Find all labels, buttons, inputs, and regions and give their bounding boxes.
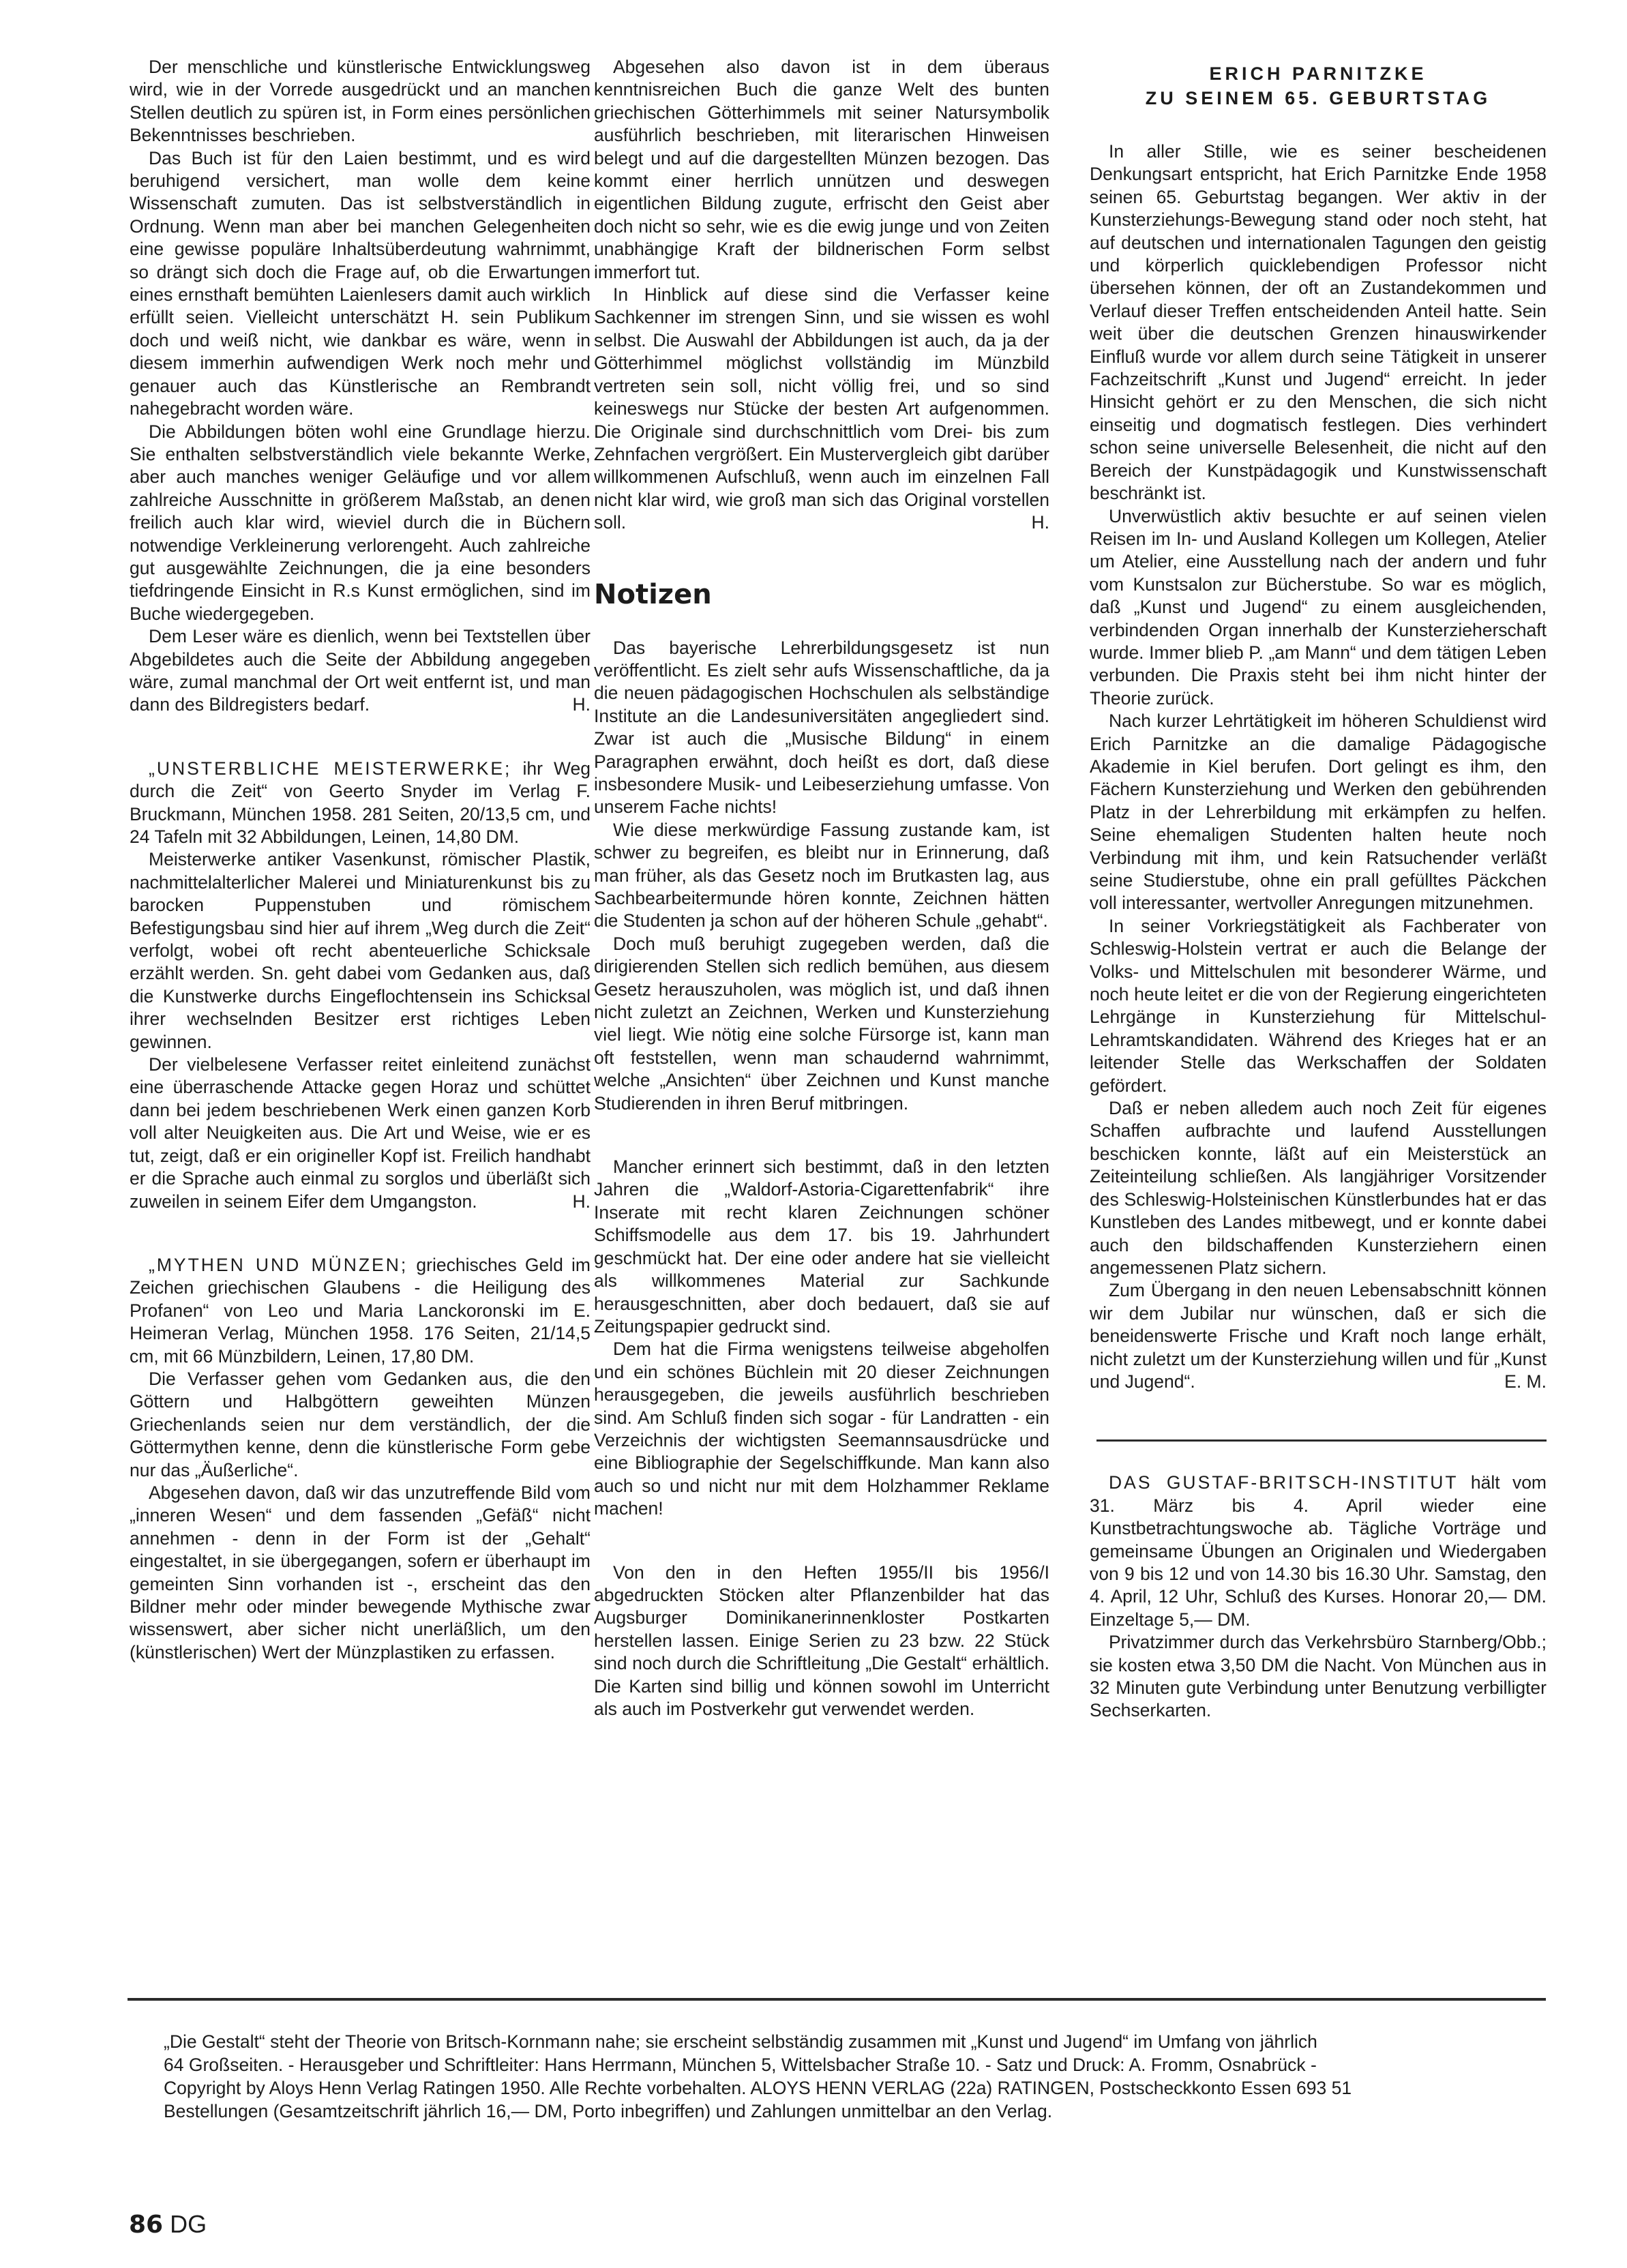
paragraph	[130, 625, 591, 717]
paragraph: Die Verfasser gehen vom Gedanken aus, die den Göttern und Halbgöttern geweihten Münzen Griechenlands seien nur dem verständlich, der die Göttermythen kenne, denn die künstlerische Form gebe nur das „Äußerliche“.	[130, 1368, 591, 1480]
article-subtitle: ZU SEINEM 65. GEBURTSTAG	[1145, 88, 1491, 108]
paragraph	[1090, 1279, 1547, 1393]
page-number: 86	[129, 2211, 164, 2239]
paragraph: Die Abbildungen böten wohl eine Grundlage hierzu. Sie enthalten selbstverständlich viele bekannte Werke, aber auch manches weniger Geläufige und vor allem zahlreiche Ausschnitte in größerem Maßstab, an denen freilich auch klar wird, wieviel durch die in Büchern notwendige Verkleinerung verlorengeht. Auch zahlreiche gut ausgewählte Zeichnungen, die ja eine besonders tiefdringende Einsicht in R.s Kunst ermöglichen, sind im Buche wiedergegeben.	[130, 421, 591, 624]
column-right	[1090, 56, 1547, 1722]
paragraph: Der menschliche und künstlerische Entwicklungsweg wird, wie in der Vorrede ausgedrückt und an manchen Stellen deutlich zu spüren ist, in Form eines persönlichen Bekenntnisses beschrieben.	[130, 57, 591, 146]
author-signature: H.	[572, 694, 591, 715]
paragraph: Wie diese merkwürdige Fassung zustande kam, ist schwer zu begreifen, es bleibt nur in Erinnerung, daß man früher, als das Gesetz noch im Brutkasten lag, aus Sachbearbeitermunde hören konnte, Zeichnen hätten die Studenten ja schon auf der höheren Schule „gehabt“.	[594, 819, 1049, 931]
footer-divider	[128, 1998, 1546, 2001]
paragraph: Privatzimmer durch das Verkehrsbüro Starnberg/Obb.; sie kosten etwa 3,50 DM die Nacht. Von München aus in 32 Minuten gute Verbindung unter Benutzung verbilligter Sechserkarten.	[1090, 1632, 1547, 1721]
paragraph-text: Der vielbelesene Verfasser reitet einleitend zunächst eine überraschende Attacke gegen Horaz und schüttet dann bei jedem beschriebenen Werk einen ganzen Korb voll alter Neuigkeiten aus. Die Art und Weise, wie er es tut, zeigt, daß er ein origineller Kopf ist. Freilich handhabt er die Sprache auch einmal zu sorglos und überläßt sich zuweilen in seinem Eifer dem Umgangston.	[130, 1054, 591, 1212]
imprint-line: Bestellungen (Gesamtzeitschrift jährlich 16,— DM, Porto inbegriffen) und Zahlungen unmittelbar an den Verlag.	[164, 2101, 1053, 2121]
book-title: „UNSTERBLICHE MEISTERWERKE;	[149, 758, 512, 779]
paragraph-text: Dem Leser wäre es dienlich, wenn bei Textstellen über Abgebildetes auch die Seite der Abbildung angegeben wäre, zumal manchmal der Ort weit entfernt ist, und man dann des Bildregisters bedarf.	[130, 626, 591, 715]
notice-text: hält vom 31. März bis 4. April wieder eine Kunstbetrachtungswoche ab. Tägliche Vorträge und gemeinsame Übungen an Originalen und Wiedergaben von 9 bis 12 und von 14.30 bis 16.30 Uhr. Samstag, den 4. April, 12 Uhr, Schluß des Kurses. Honorar 20,— DM. Einzeltage 5,— DM.	[1090, 1472, 1547, 1630]
journal-abbreviation: DG	[170, 2210, 207, 2238]
book-review-heading	[130, 758, 591, 849]
paragraph: Abgesehen davon, daß wir das unzutreffende Bild vom „inneren Wesen“ und dem fassenden „Gefäß“ nicht annehmen - denn in der Form ist der „Gehalt“ eingestaltet, in sie übergegangen, sofern er überhaupt im gemeinten Sinn vorhanden ist -, erscheint das den Bildner mehr oder minder bewegende Mythische zwar wissenswert, aber sicher nicht unerläßlich, um den (künstlerischen) Wert der Münzplastiken zu erfassen.	[130, 1482, 591, 1662]
paragraph: Von den in den Heften 1955/II bis 1956/I abgedruckten Stöcken alter Pflanzenbilder hat das Augsburger Dominikanerinnenkloster Postkarten herstellen lassen. Einige Serien zu 23 bzw. 22 Stück sind noch durch die Schriftleitung „Die Gestalt“ erhältlich. Die Karten sind billig und können sowohl im Unterricht als auch im Postverkehr gut verwendet werden.	[594, 1562, 1049, 1719]
book-title: „MYTHEN UND MÜNZEN;	[149, 1254, 408, 1275]
paragraph: Mancher erinnert sich bestimmt, daß in den letzten Jahren die „Waldorf-Astoria-Cigarettenfabrik“ ihre Inserate mit recht klaren Zeichnungen schöner Schiffsmodelle aus dem 17. bis 19. Jahrhundert geschmückt hat. Der eine oder andere hat sie vielleicht als willkommenes Material zur Sachkunde herausgeschnitten, aber doch bedauert, daß sie auf Zeitungspapier gedruckt sind.	[594, 1157, 1049, 1337]
book-details: griechisches Geld im Zeichen griechischen Glaubens - die Heiligung des Profanen“ von Leo und Maria Lanckoronski im E. Heimeran Verlag, München 1958. 176 Seiten, 21/14,5 cm, mit 66 Münzbildern, Leinen, 17,80 DM.	[130, 1254, 591, 1367]
book-review-heading	[130, 1254, 591, 1368]
paragraph: In aller Stille, wie es seiner bescheidenen Denkungsart entspricht, hat Erich Parnitzke Ende 1958 seinen 65. Geburtstag begangen. Wer aktiv in der Kunsterziehungs-Bewegung stand oder noch steht, hat auf deutschen und internationalen Tagungen den geistig und körperlich quicklebendigen Professor nicht übersehen können, der oft an Zustandekommen und Verlauf dieser Treffen entscheidenden Anteil hatte. Sein weit über die deutschen Grenzen hinauswirkender Einfluß wurde vor allem durch seine Tätigkeit in unserer Fachzeitschrift „Kunst und Jugend“ erreicht. In jeder Hinsicht gehört er zu den Menschen, die sich nicht einseitig und dogmatisch festlegen. Dies verhindert schon seine universelle Belesenheit, die nicht auf den Bereich der Kunstpädagogik und Kunstwissenschaft beschränkt ist.	[1090, 141, 1547, 504]
paragraph-text: Zum Übergang in den neuen Lebensabschnitt können wir dem Jubilar nur wünschen, daß er sich die beneidenswerte Frische und Kraft noch lange erhält, nicht zuletzt um der Kunsterziehung willen und für „Kunst und Jugend“.	[1090, 1280, 1547, 1392]
imprint-line: „Die Gestalt“ steht der Theorie von Britsch-Kornmann nahe; sie erscheint selbständig zusammen mit „Kunst und Jugend“ im Umfang von jährlich	[164, 2031, 1317, 2052]
paragraph	[130, 1054, 591, 1213]
paragraph	[594, 284, 1049, 534]
author-signature: H.	[572, 1191, 591, 1212]
imprint-line: Copyright by Aloys Henn Verlag Ratingen 1950. Alle Rechte vorbehalten. ALOYS HENN VERLAG (22a) RATINGEN, Postscheckkonto Essen 693 51	[164, 2078, 1352, 2098]
institute-name: DAS GUSTAF-BRITSCH-INSTITUT	[1109, 1472, 1459, 1493]
paragraph: Meisterwerke antiker Vasenkunst, römischer Plastik, nachmittelalterlicher Malerei und Miniaturenkunst bis zu barocken Puppenstuben und römischem Befestigungsbau sind hier auf ihrem „Weg durch die Zeit“ verfolgt, wobei oft recht abenteuerliche Schicksale erzählt werden. Sn. geht dabei vom Gedanken aus, daß die Kunstwerke durchs Eingeflochtensein ins Schicksal ihrer wechselnden Besitzer erst richtiges Leben gewinnen.	[130, 849, 591, 1052]
column-middle	[594, 56, 1049, 1720]
paragraph: Nach kurzer Lehrtätigkeit im höheren Schuldienst wird Erich Parnitzke an die damalige Pädagogische Akademie in Kiel berufen. Dort gelingt es ihm, den Fächern Kunsterziehung und Werken den gebührenden Platz in der Lehrerbildung mit erkämpfen zu helfen. Seine ehemaligen Studenten halten heute noch Verbindung mit ihm, und kein Ratsuchender verläßt seine Studierstube, ohne ein prall gefülltes Päckchen voll interessanter, wertvoller Anregungen mitzunehmen.	[1090, 711, 1547, 914]
paragraph: In seiner Vorkriegstätigkeit als Fachberater von Schleswig-Holstein vertrat er auch die Belange der Volks- und Mittelschulen mit besonderer Wärme, und noch heute leitet er die von der Regierung eingerichteten Lehrgänge in Kunsterziehung für Mittelschul-Lehramtskandidaten. Während des Krieges hat er an leitender Stelle das Werkschaffen der Soldaten gefördert.	[1090, 915, 1547, 1096]
paragraph: Das Buch ist für den Laien bestimmt, und es wird beruhigend versichert, man wolle dem keine Wissenschaft zumuten. Das ist selbstverständlich in Ordnung. Wenn man aber bei manchen Gelegenheiten eine gewisse populäre Inhaltsüberdeutung wahrnimmt, so drängt sich doch die Frage auf, ob die Erwartungen eines ernsthaft bemühten Laienlesers damit auch wirklich erfüllt seien. Vielleicht unterschätzt H. sein Publikum doch und weiß nicht, wie dankbar es wäre, wenn in diesem immerhin aufwendigen Werk noch mehr und genauer auch das Künstlerische an Rembrandt nahegebracht worden wäre.	[130, 147, 591, 419]
paragraph-text: In Hinblick auf diese sind die Verfasser keine Sachkenner im strengen Sinn, und sie wissen es wohl selbst. Die Auswahl der Abbildungen ist auch, da ja der Götterhimmel möglichst vollständig im Münzbild vertreten sein soll, nicht völlig frei, und so sind keineswegs nur Stücke der besten Art aufgenommen. Die Originale sind durchschnittlich vom Drei- bis zum Zehnfachen vergrößert. Ein Mustervergleich gibt darüber willkommenen Aufschluß, wenn auch im einzelnen Fall nicht klar wird, wie groß man sich das Original vorstellen soll.	[594, 284, 1049, 533]
paragraph: Daß er neben alledem auch noch Zeit für eigenes Schaffen aufbrachte und laufend Ausstellungen beschicken konnte, läßt auf ein Meisterstück an Zeiteinteilung schließen. Als langjähriger Vorsitzender des Schleswig-Holsteinischen Künstlerbundes hat er das Kunstleben des Landes mitbewegt, und er konnte dabei auch den bildschaffenden Kunsterziehern einen angemessenen Platz sichern.	[1090, 1098, 1547, 1278]
page-footer	[129, 2211, 207, 2239]
article-title: ERICH PARNITZKE	[1209, 63, 1427, 84]
book-details: ihr Weg durch die Zeit“ von Geerto Snyder im Verlag F. Bruckmann, München 1958. 281 Seiten, 20/13,5 cm, und 24 Tafeln mit 32 Abbildungen, Leinen, 14,80 DM.	[130, 758, 591, 847]
paragraph: Unverwüstlich aktiv besuchte er auf seinen vielen Reisen im In- und Ausland Kollegen um Kollegen, Atelier um Atelier, eine Ausstellung nach der andern und fuhr vom Kunstsalon zur Bücherstube. So war es möglich, daß „Kunst und Jugend“ zu einem ausgleichenden, verbindenden Organ innerhalb der Kunsterzieherschaft wurde. Immer blieb P. „am Mann“ und dem tätigen Leben verbunden. Die Praxis steht bei ihm nicht hinter der Theorie zurück.	[1090, 505, 1547, 708]
paragraph: Dem hat die Firma wenigstens teilweise abgeholfen und ein schönes Büchlein mit 20 dieser Zeichnungen herausgegeben, die jeweils ausführlich beschrieben sind. Am Schluß finden sich sogar - für Landratten - ein Verzeichnis der wichtigsten Seemannsausdrücke und eine Bibliographie der Segelschiffkunde. Man kann also auch so und nicht nur mit dem Holzhammer Reklame machen!	[594, 1339, 1049, 1519]
imprint	[164, 2030, 1418, 2123]
paragraph: Doch muß beruhigt zugegeben werden, daß die dirigierenden Stellen sich redlich bemühen, aus diesem Gesetz herauszuholen, was möglich ist, und daß ihnen nicht zuletzt an Zeichnen, Werken und Kunsterziehung viel liegt. Wie nötig eine solche Fürsorge ist, kann man oft feststellen, wenn man schaudernd wahrnimmt, welche „Ansichten“ über Zeichnen und Kunst manche Studierenden in ihren Beruf mitbringen.	[594, 933, 1049, 1114]
divider	[1096, 1439, 1547, 1442]
section-heading: Notizen	[594, 578, 712, 610]
paragraph: Das bayerische Lehrerbildungsgesetz ist nun veröffentlicht. Es zielt sehr aufs Wissenschaftliche, da ja die neuen pädagogischen Hochschulen als selbständige Institute an die Landesuniversitäten angegliedert sind. Zwar ist auch die „Musische Bildung“ in einem Paragraphen erwähnt, doch heißt es dort, daß diese insbesondere Musik- und Leibeserziehung umfasse. Von unserem Fache nichts!	[594, 637, 1049, 818]
imprint-line: 64 Großseiten. - Herausgeber und Schriftleiter: Hans Herrmann, München 5, Wittelsbacher Straße 10. - Satz und Druck: A. Fromm, Osnabrück -	[164, 2055, 1317, 2075]
paragraph: Abgesehen also davon ist in dem überaus kenntnisreichen Buch die ganze Welt des bunten griechischen Götterhimmels mit seiner Natursymbolik ausführlich beschrieben, mit literarischen Hinweisen belegt und auf die dargestellten Münzen bezogen. Das kommt einer herrlich unnützen und deswegen eigentlichen Bildung zugute, erfrischt den Geist aber doch nicht so sehr, wie es die ewig junge und von Zeiten unabhängige Kraft der bildnerischen Form selbst immerfort tut.	[594, 57, 1049, 282]
author-signature: E. M.	[1504, 1371, 1547, 1392]
column-left	[130, 56, 591, 1664]
notice-paragraph	[1090, 1472, 1547, 1631]
author-signature: H.	[1031, 512, 1049, 533]
